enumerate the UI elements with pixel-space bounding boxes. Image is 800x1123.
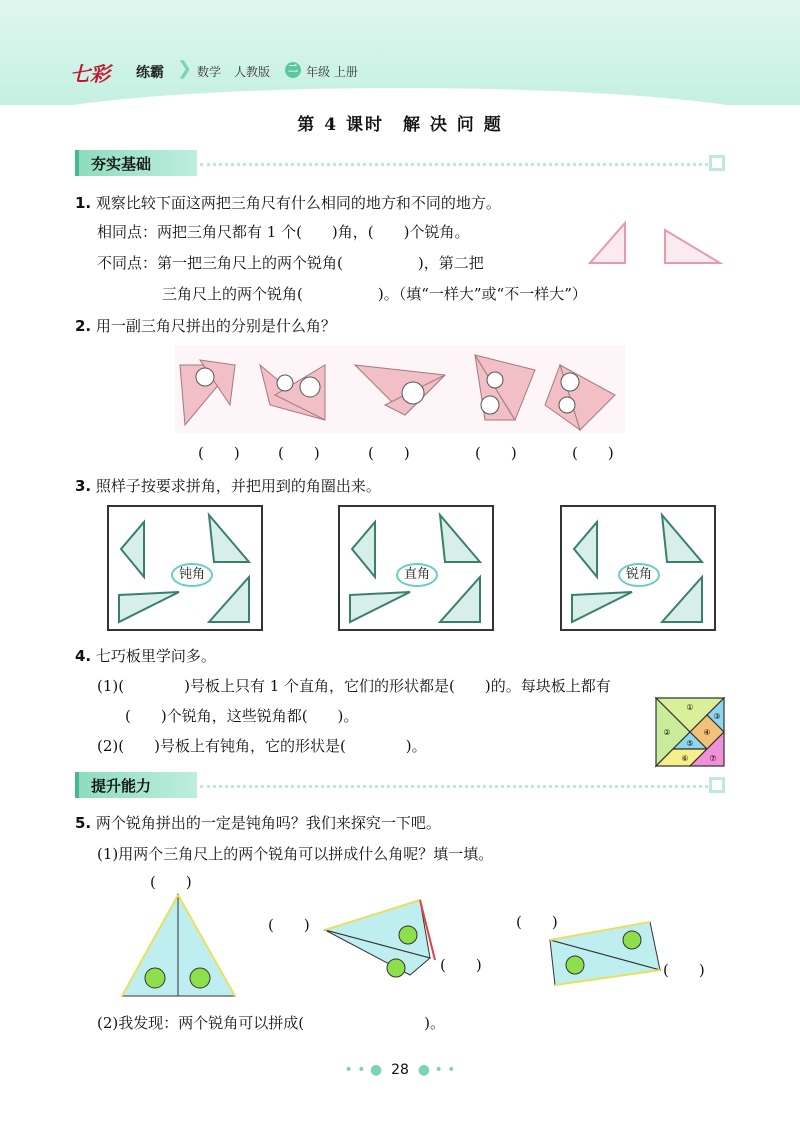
set-squares-image bbox=[585, 218, 725, 270]
question-1: 1. 观察比较下面这两把三角尺有什么相同的地方和不同的地方。 bbox=[75, 194, 501, 212]
q5-line2: (2)我发现：两个锐角可以拼成( )。 bbox=[97, 1014, 445, 1032]
dots-decoration: ● • • bbox=[408, 1062, 456, 1078]
q2-blank-5[interactable]: ( ) bbox=[572, 444, 614, 462]
q5-blank-5[interactable]: ( ) bbox=[663, 961, 705, 979]
label-right: 直角 bbox=[396, 563, 438, 587]
page-number-value: 28 bbox=[391, 1062, 409, 1078]
q5-line1: (1)用两个三角尺上的两个锐角可以拼成什么角呢？填一填。 bbox=[97, 845, 494, 863]
piece-label: ④ bbox=[703, 728, 711, 737]
divider bbox=[200, 163, 708, 166]
divider-square bbox=[709, 155, 725, 171]
question-4: 4. 七巧板里学问多。 bbox=[75, 647, 216, 665]
q1-line2: 不同点：第一把三角尺上的两个锐角( )，第二把 bbox=[97, 254, 484, 272]
page-number bbox=[0, 1062, 800, 1078]
edition: 人教版 bbox=[234, 65, 271, 79]
q2-blank-3[interactable]: ( ) bbox=[368, 444, 410, 462]
q4-line3: (2)( )号板上有钝角，它的形状是( )。 bbox=[97, 737, 427, 755]
subject: 数学 bbox=[197, 65, 222, 79]
q1-line3: 三角尺上的两个锐角( )。（填“一样大”或“不一样大”） bbox=[162, 285, 587, 303]
grade-mark: 二 bbox=[285, 62, 301, 78]
label-acute: 锐角 bbox=[618, 563, 660, 587]
q2-blank-4[interactable]: ( ) bbox=[475, 444, 517, 462]
brand: 练霸 bbox=[136, 65, 164, 81]
section-title: 提升能力 bbox=[75, 772, 197, 798]
logo: 七彩 bbox=[70, 62, 110, 86]
chevron-icon: ❯ bbox=[177, 58, 193, 79]
divider-square bbox=[709, 777, 725, 793]
puzzle-box-obtuse bbox=[107, 505, 263, 631]
piece-label: ⑦ bbox=[709, 754, 717, 763]
section-title: 夯实基础 bbox=[75, 150, 197, 176]
triangle-combos-image bbox=[175, 345, 625, 433]
angle-figures bbox=[120, 890, 740, 1015]
q5-blank-1[interactable]: ( ) bbox=[150, 873, 192, 891]
grade: 年级 上册 bbox=[306, 65, 358, 79]
piece-label: ⑤ bbox=[686, 739, 694, 748]
q5-blank-4[interactable]: ( ) bbox=[516, 913, 558, 931]
tangram-image bbox=[655, 697, 725, 769]
question-3: 3. 照样子按要求拼角，并把用到的角圈出来。 bbox=[75, 477, 381, 495]
q4-line1: (1)( )号板上只有 1 个直角，它们的形状都是( )的。每块板上都有 bbox=[97, 677, 611, 695]
page-title: 第 4 课时 解 决 问 题 bbox=[297, 115, 503, 135]
label-obtuse: 钝角 bbox=[171, 563, 213, 587]
piece-label: ① bbox=[686, 703, 694, 712]
q2-blank-2[interactable]: ( ) bbox=[278, 444, 320, 462]
puzzle-box-right bbox=[338, 505, 494, 631]
puzzle-box-acute bbox=[560, 505, 716, 631]
q5-blank-3[interactable]: ( ) bbox=[440, 956, 482, 974]
dots-decoration: • • ● bbox=[344, 1062, 392, 1078]
question-2: 2. 用一副三角尺拼出的分别是什么角？ bbox=[75, 317, 336, 335]
q1-line1: 相同点：两把三角尺都有 1 个( )角，( )个锐角。 bbox=[97, 223, 470, 241]
q5-blank-2[interactable]: ( ) bbox=[268, 916, 310, 934]
question-5: 5. 两个锐角拼出的一定是钝角吗？我们来探究一下吧。 bbox=[75, 814, 441, 832]
divider bbox=[200, 785, 708, 788]
q4-line2: ( )个锐角，这些锐角都( )。 bbox=[125, 707, 359, 725]
piece-label: ③ bbox=[713, 712, 721, 721]
q2-blank-1[interactable]: ( ) bbox=[198, 444, 240, 462]
piece-label: ② bbox=[663, 728, 671, 737]
piece-label: ⑥ bbox=[681, 754, 689, 763]
